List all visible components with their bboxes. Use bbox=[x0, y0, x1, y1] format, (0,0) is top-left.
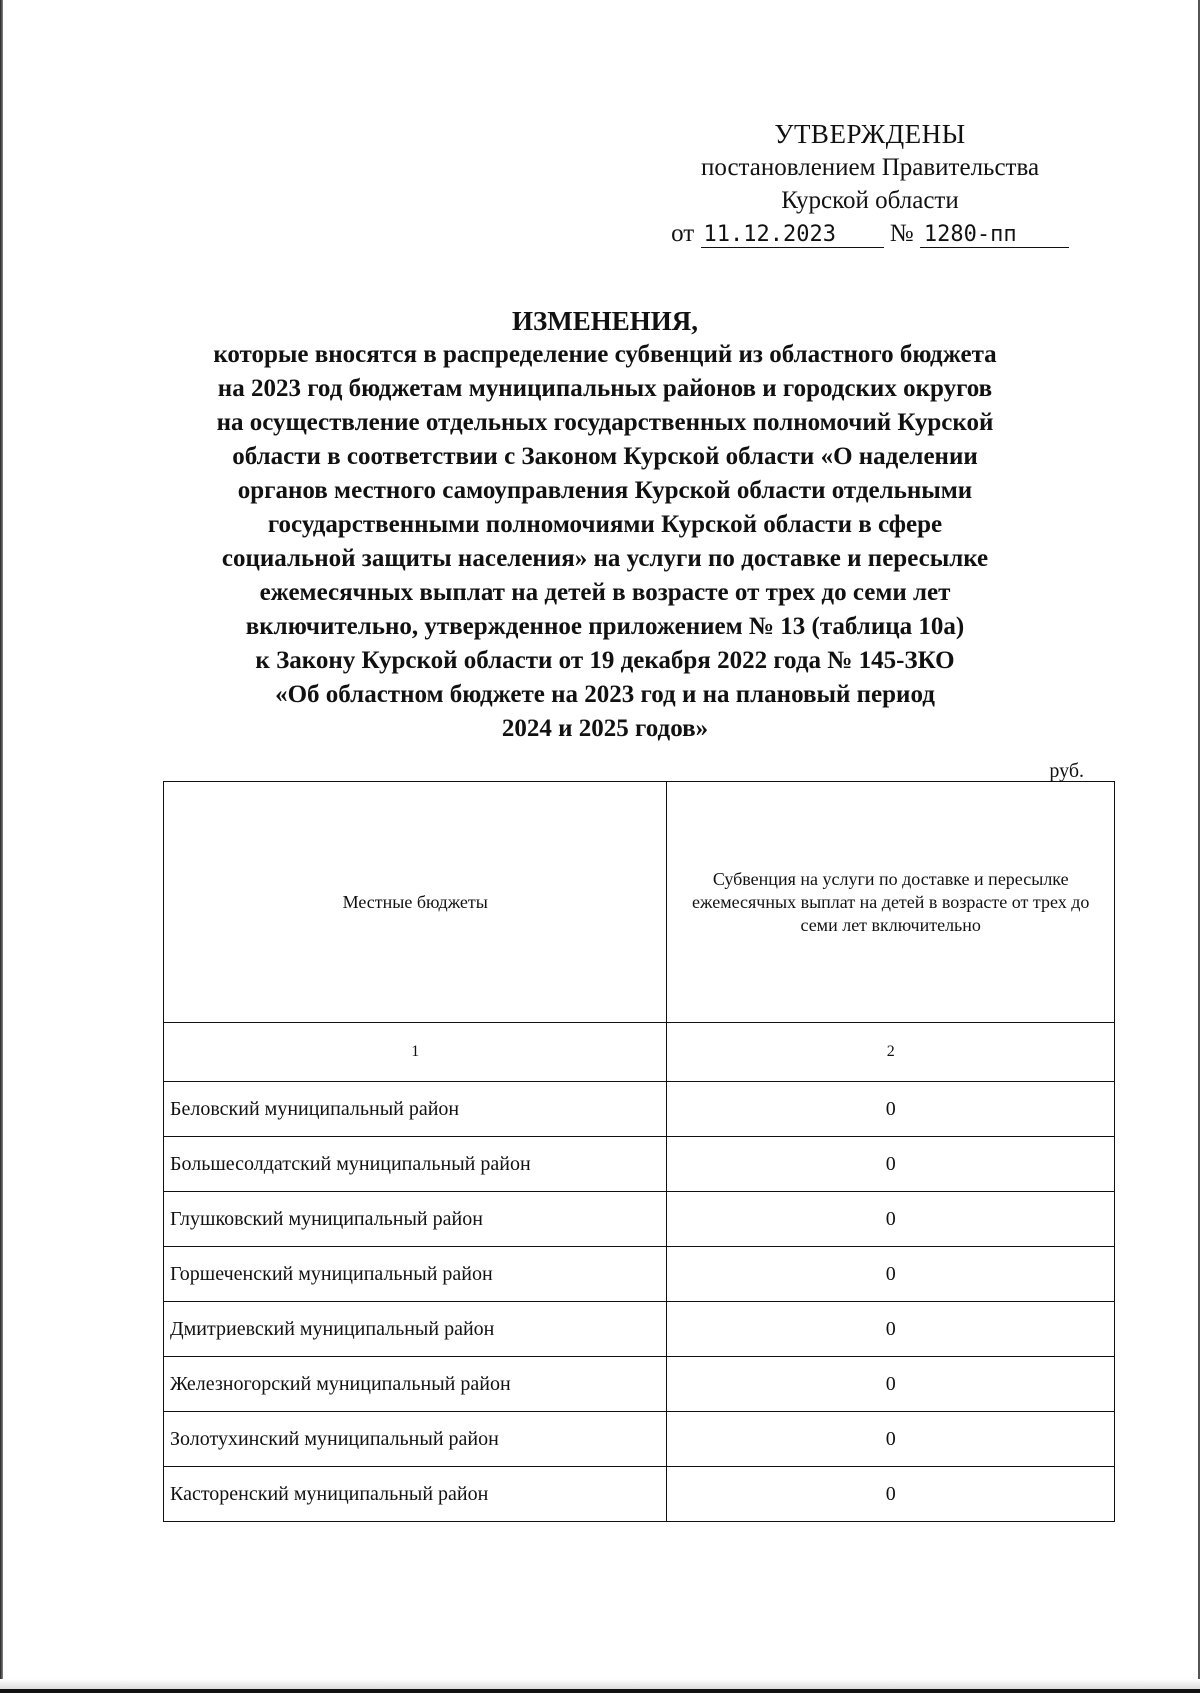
approval-reference bbox=[640, 217, 1100, 250]
header-local-budgets: Местные бюджеты bbox=[164, 782, 667, 1023]
currency-unit: руб. bbox=[1049, 760, 1084, 782]
subvention-table bbox=[163, 781, 1115, 1522]
approval-line-1: постановлением Правительства bbox=[700, 154, 1040, 181]
district-name: Железногорский муниципальный район bbox=[164, 1357, 667, 1412]
heading-line: ежемесячных выплат на детей в возрасте от трех до семи лет bbox=[259, 579, 951, 606]
approval-date: 11.12.2023 bbox=[701, 223, 884, 248]
heading-line: социальной защиты населения» на услуги по доставке и пересылке bbox=[221, 545, 989, 572]
approval-stamp-block bbox=[640, 118, 1100, 250]
heading-line: области в соответствии с Законом Курской области «О наделении bbox=[232, 443, 978, 470]
heading-line: на осуществление отдельных государственных полномочий Курской bbox=[216, 409, 994, 436]
number-prefix: № bbox=[889, 220, 914, 247]
scan-bottom-edge bbox=[0, 1679, 1200, 1693]
subvention-value: 0 bbox=[667, 1247, 1115, 1302]
scan-left-edge bbox=[0, 0, 3, 1693]
district-name: Большесолдатский муниципальный район bbox=[164, 1137, 667, 1192]
heading-line: 2024 и 2025 годов» bbox=[501, 715, 709, 742]
header-subvention: Субвенция на услуги по доставке и пересылке ежемесячных выплат на детей в возрасте от трех до семи лет включительно bbox=[667, 782, 1115, 1023]
heading-line: органов местного самоуправления Курской области отдельными bbox=[237, 477, 973, 504]
heading-line: «Об областном бюджете на 2023 год и на плановый период bbox=[275, 681, 935, 708]
district-name: Горшеченский муниципальный район bbox=[164, 1247, 667, 1302]
table-row bbox=[164, 1467, 1115, 1522]
heading-line: на 2023 год бюджетам муниципальных районов и городских округов bbox=[217, 375, 993, 402]
date-prefix: от bbox=[671, 220, 695, 247]
table-row bbox=[164, 1192, 1115, 1247]
subvention-value: 0 bbox=[667, 1082, 1115, 1137]
subvention-value: 0 bbox=[667, 1467, 1115, 1522]
heading-body bbox=[150, 338, 1060, 746]
district-name: Золотухинский муниципальный район bbox=[164, 1412, 667, 1467]
subvention-value: 0 bbox=[667, 1137, 1115, 1192]
document-heading bbox=[150, 304, 1060, 746]
column-number: 1 bbox=[164, 1023, 667, 1082]
table-row bbox=[164, 1247, 1115, 1302]
approval-number: 1280-пп bbox=[920, 223, 1069, 248]
district-name: Касторенский муниципальный район bbox=[164, 1467, 667, 1522]
heading-line: включительно, утвержденное приложением № 13 (таблица 10а) bbox=[245, 613, 965, 640]
subvention-value: 0 bbox=[667, 1192, 1115, 1247]
column-number-row bbox=[164, 1023, 1115, 1082]
table-row bbox=[164, 1412, 1115, 1467]
column-number: 2 bbox=[667, 1023, 1115, 1082]
heading-title: ИЗМЕНЕНИЯ, bbox=[511, 306, 698, 336]
subvention-value: 0 bbox=[667, 1357, 1115, 1412]
table-row bbox=[164, 1302, 1115, 1357]
approval-line-2: Курской области bbox=[781, 187, 959, 214]
heading-line: к Закону Курской области от 19 декабря 2022 года № 145-ЗКО bbox=[255, 647, 955, 674]
subvention-value: 0 bbox=[667, 1302, 1115, 1357]
table-header-row bbox=[164, 782, 1115, 1023]
heading-line: государственными полномочиями Курской области в сфере bbox=[267, 511, 943, 538]
district-name: Дмитриевский муниципальный район bbox=[164, 1302, 667, 1357]
district-name: Глушковский муниципальный район bbox=[164, 1192, 667, 1247]
table-row bbox=[164, 1137, 1115, 1192]
heading-line: которые вносятся в распределение субвенций из областного бюджета bbox=[213, 341, 997, 368]
district-name: Беловский муниципальный район bbox=[164, 1082, 667, 1137]
approval-title: УТВЕРЖДЕНЫ bbox=[774, 119, 966, 149]
subvention-value: 0 bbox=[667, 1412, 1115, 1467]
table-row bbox=[164, 1357, 1115, 1412]
table-row bbox=[164, 1082, 1115, 1137]
